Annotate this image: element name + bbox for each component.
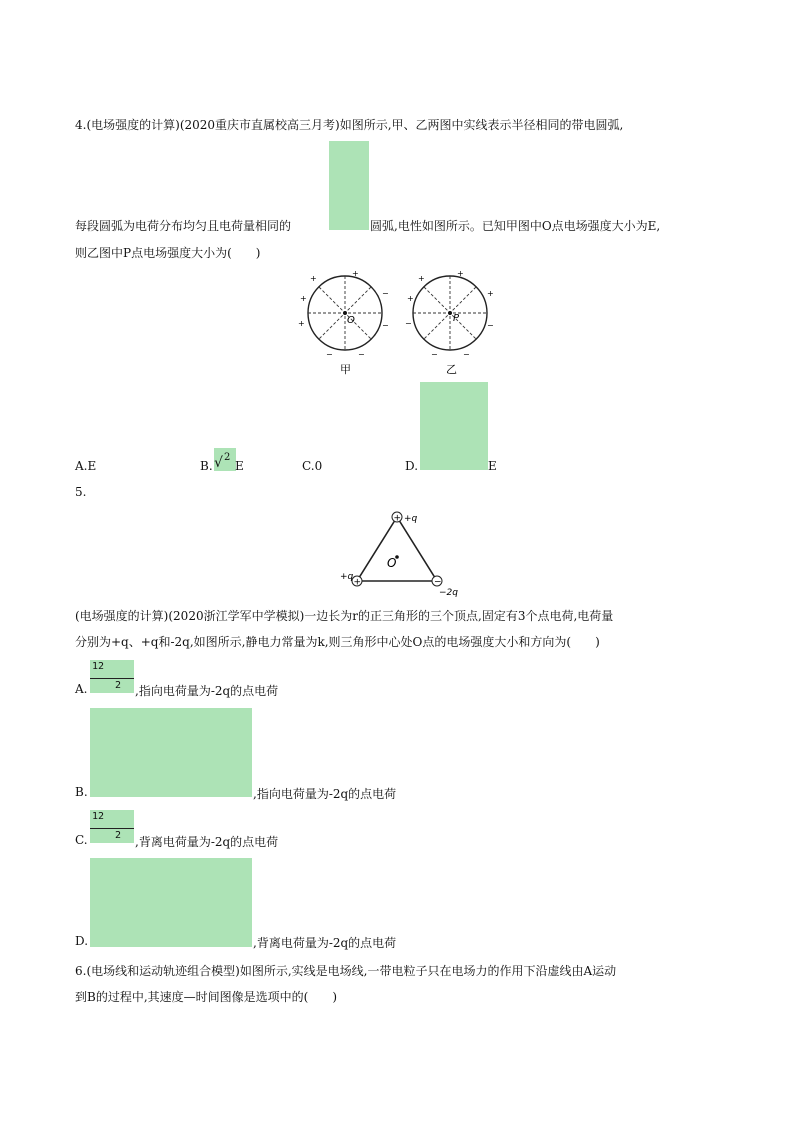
q4-option-b-root: √	[214, 455, 223, 471]
svg-text:+: +	[310, 274, 317, 283]
q5-option-b-text: ,指向电荷量为-2q的点电荷	[253, 787, 397, 801]
q5-label-center: O	[387, 556, 397, 570]
q5-label-top: +q	[404, 514, 418, 524]
q5-option-d-prefix: D.	[75, 934, 89, 948]
q5-option-c-frac-den: 2	[115, 830, 122, 841]
fig-yi-label: 乙	[446, 363, 457, 376]
svg-text:−: −	[431, 350, 438, 359]
svg-text:+: +	[300, 294, 307, 303]
q5-option-c-text: ,背离电荷量为-2q的点电荷	[135, 835, 279, 849]
q5-option-b-prefix: B.	[75, 785, 88, 799]
q4-figure	[290, 265, 510, 380]
q4-line3: 则乙图中P点电场强度大小为( )	[75, 246, 261, 260]
q5-option-b-formula-placeholder	[90, 708, 252, 797]
svg-text:−: −	[382, 321, 389, 330]
svg-text:+: +	[407, 294, 414, 303]
q5-triangle-figure	[335, 505, 465, 600]
svg-text:−: −	[463, 350, 470, 359]
svg-text:+: +	[487, 289, 494, 298]
fig-yi	[405, 269, 494, 376]
q4-line2-part1: 每段圆弧为电荷分布均匀且电荷量相同的	[75, 219, 292, 233]
q5-option-a-prefix: A.	[75, 682, 88, 696]
q5-option-c-frac-bar	[90, 828, 134, 829]
q4-option-c: C.0	[302, 459, 323, 473]
svg-text:+: +	[418, 274, 425, 283]
q5-option-c-frac-num: 12	[92, 811, 105, 822]
fig-jia-center-label: O	[347, 315, 355, 326]
fig-jia-label: 甲	[340, 363, 351, 376]
q5-line2: 分别为+q、+q和-2q,如图所示,静电力常量为k,则三角形中心处O点的电场强度大小和方向为( )	[75, 635, 600, 649]
q5-option-a-frac-num: 12	[92, 661, 105, 672]
q5-label-right: −2q	[439, 588, 458, 598]
svg-text:−: −	[434, 577, 442, 588]
svg-text:−: −	[358, 350, 365, 359]
q5-option-a-frac-bar	[90, 678, 134, 679]
svg-text:+: +	[457, 269, 464, 278]
q6-line2: 到B的过程中,其速度—时间图像是选项中的( )	[75, 990, 337, 1004]
svg-text:+: +	[393, 513, 402, 524]
q5-option-a-frac-den: 2	[115, 680, 122, 691]
q4-option-d-formula-placeholder	[420, 382, 488, 470]
q6-line1: 6.(电场线和运动轨迹组合模型)如图所示,实线是电场线,一带电粒子只在电场力的作用下沿虚线由A运动	[75, 964, 617, 978]
q4-inline-image-placeholder	[329, 141, 369, 230]
svg-text:−: −	[405, 319, 412, 328]
q4-option-d-suffix: E	[488, 459, 497, 473]
fig-jia	[298, 269, 389, 376]
q5-option-a-text: ,指向电荷量为-2q的点电荷	[135, 684, 279, 698]
svg-text:−: −	[326, 350, 333, 359]
svg-text:+: +	[298, 319, 305, 328]
q5-option-d-text: ,背离电荷量为-2q的点电荷	[253, 936, 397, 950]
q5-number: 5.	[75, 485, 87, 499]
svg-text:−: −	[487, 321, 494, 330]
q5-label-left: +q	[340, 572, 354, 582]
q4-option-a: A.E	[75, 459, 97, 473]
q5-option-c-prefix: C.	[75, 833, 88, 847]
q4-option-d-prefix: D.	[405, 459, 419, 473]
q4-line1: 4.(电场强度的计算)(2020重庆市直属校高三月考)如图所示,甲、乙两图中实线表示半径相同的带电圆弧,	[75, 118, 624, 132]
q4-line2-part2: 圆弧,电性如图所示。已知甲图中O点电场强度大小为E,	[370, 219, 661, 233]
svg-text:+: +	[353, 577, 362, 588]
q4-option-b-suffix: E	[235, 459, 244, 473]
q4-option-b-prefix: B.	[200, 459, 213, 473]
svg-text:+: +	[352, 269, 359, 278]
q4-option-b-num: 2	[224, 452, 231, 463]
fig-yi-center-label: P	[453, 313, 460, 324]
q5-option-d-formula-placeholder	[90, 858, 252, 947]
q5-line1: (电场强度的计算)(2020浙江学军中学模拟)一边长为r的正三角形的三个顶点,固定有3个点电荷,电荷量	[75, 609, 614, 623]
svg-text:−: −	[382, 289, 389, 298]
